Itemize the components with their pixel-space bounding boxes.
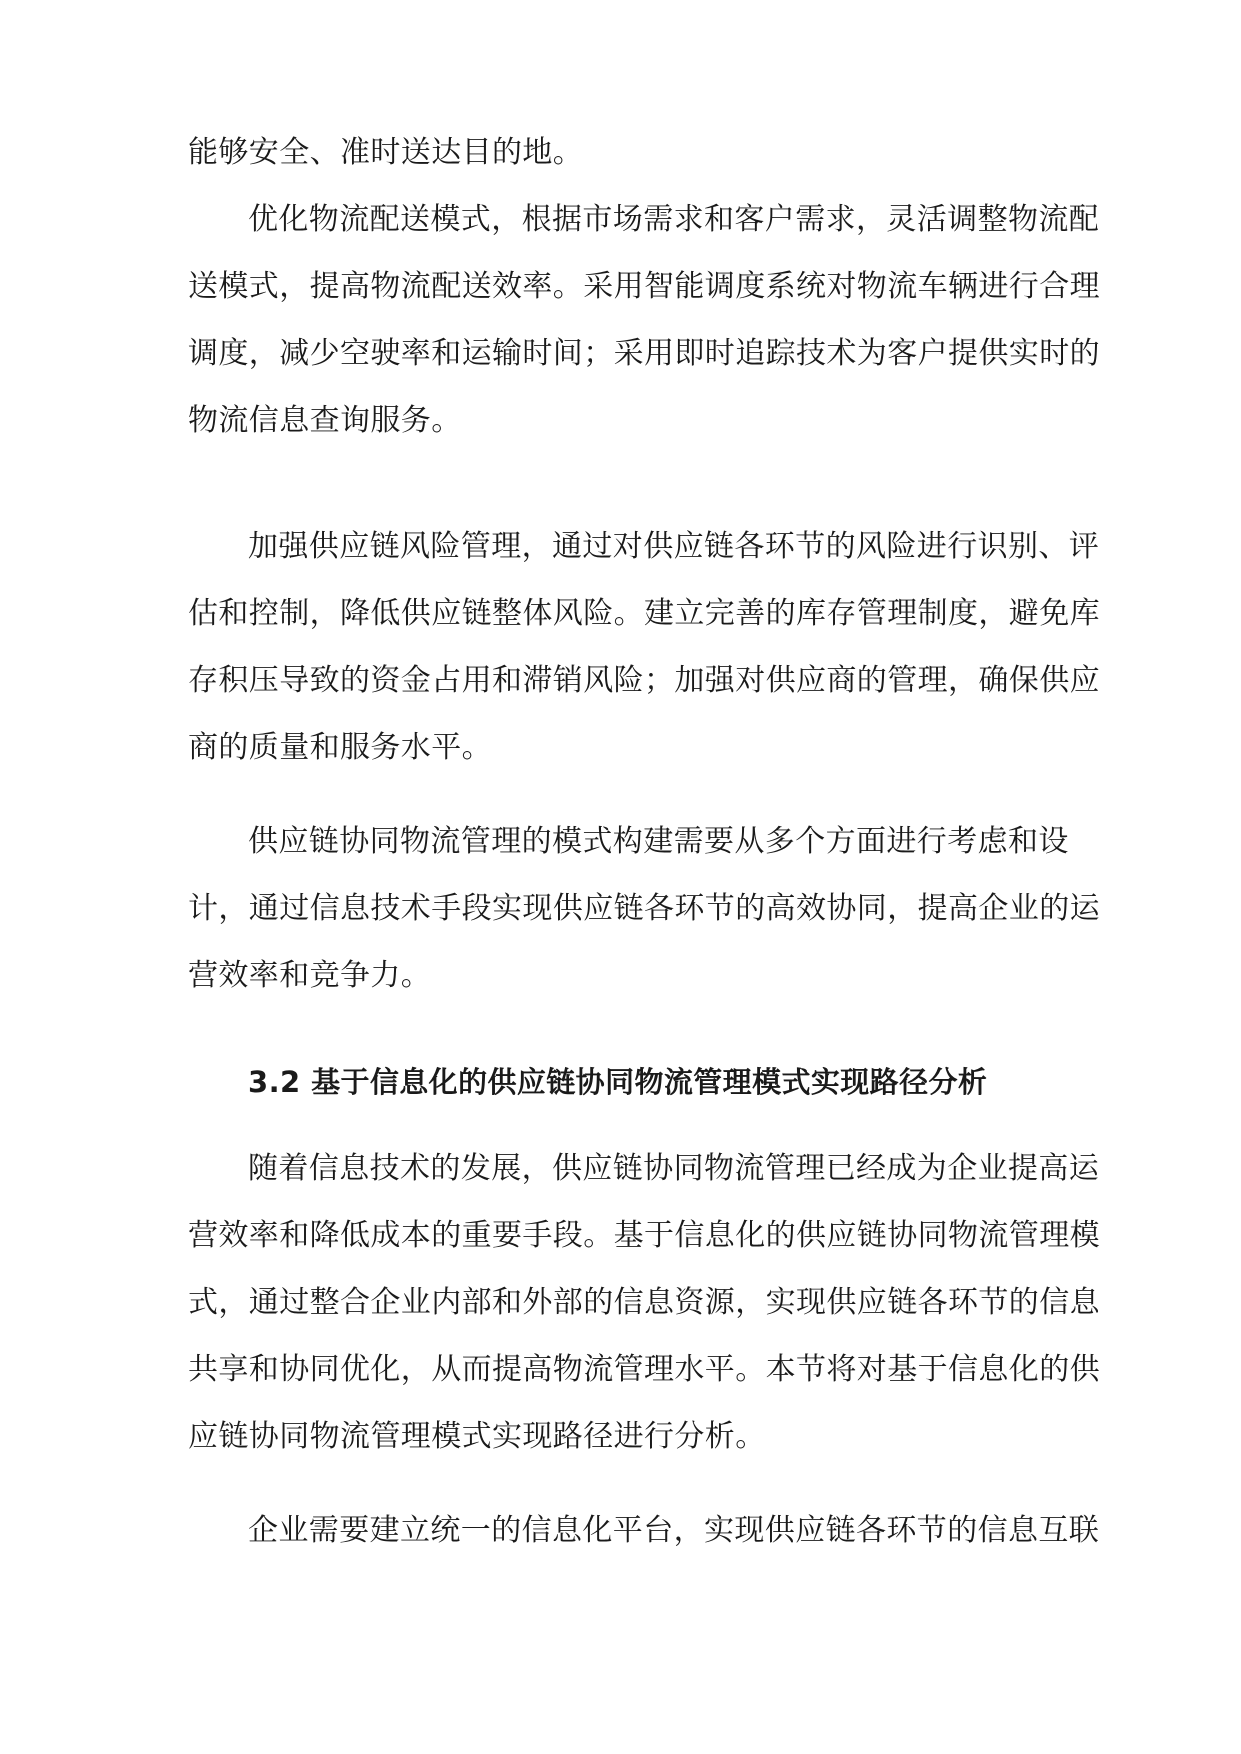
- paragraph-5-line-3: 式，通过整合企业内部和外部的信息资源，实现供应链各环节的信息: [188, 1285, 1100, 1320]
- paragraph-3-line-2: 估和控制，降低供应链整体风险。建立完善的库存管理制度，避免库: [188, 596, 1100, 631]
- paragraph-3-line-4: 商的质量和服务水平。: [188, 730, 492, 765]
- paragraph-2-line-1: 优化物流配送模式，根据市场需求和客户需求，灵活调整物流配: [248, 202, 1100, 237]
- paragraph-5-line-4: 共享和协同优化，从而提高物流管理水平。本节将对基于信息化的供: [188, 1352, 1100, 1387]
- paragraph-3-line-1: 加强供应链风险管理，通过对供应链各环节的风险进行识别、评: [248, 529, 1100, 564]
- paragraph-2-line-3: 调度，减少空驶率和运输时间；采用即时追踪技术为客户提供实时的: [188, 336, 1100, 371]
- paragraph-5-line-1: 随着信息技术的发展，供应链协同物流管理已经成为企业提高运: [248, 1151, 1100, 1186]
- paragraph-4-line-1: 供应链协同物流管理的模式构建需要从多个方面进行考虑和设: [248, 824, 1069, 859]
- paragraph-2-line-4: 物流信息查询服务。: [188, 403, 462, 438]
- paragraph-4-line-3: 营效率和竞争力。: [188, 958, 432, 993]
- paragraph-2-line-2: 送模式，提高物流配送效率。采用智能调度系统对物流车辆进行合理: [188, 269, 1100, 304]
- paragraph-5-line-5: 应链协同物流管理模式实现路径进行分析。: [188, 1419, 766, 1454]
- paragraph-3-line-3: 存积压导致的资金占用和滞销风险；加强对供应商的管理，确保供应: [188, 663, 1100, 698]
- paragraph-1-line-1: 能够安全、准时送达目的地。: [188, 135, 584, 170]
- paragraph-4-line-2: 计，通过信息技术手段实现供应链各环节的高效协同，提高企业的运: [188, 891, 1100, 926]
- paragraph-6-line-1: 企业需要建立统一的信息化平台，实现供应链各环节的信息互联: [248, 1513, 1100, 1548]
- paragraph-5-line-2: 营效率和降低成本的重要手段。基于信息化的供应链协同物流管理模: [188, 1218, 1100, 1253]
- section-heading: 3.2 基于信息化的供应链协同物流管理模式实现路径分析: [248, 1065, 988, 1099]
